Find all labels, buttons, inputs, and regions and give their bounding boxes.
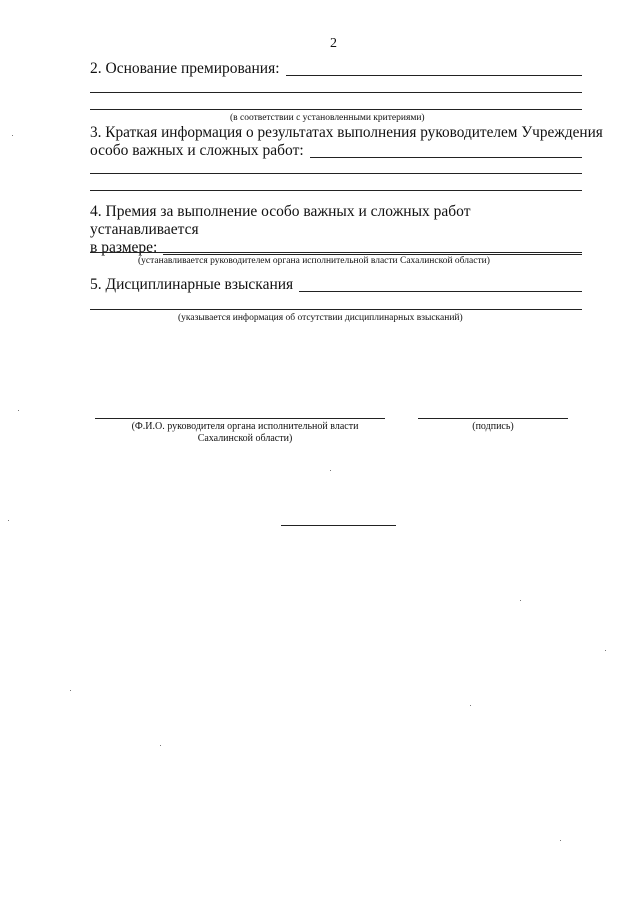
section-2-caption: (в соответствии с установленными критериями) [230, 113, 425, 123]
section-2-label: 2. Основание премирования: [90, 60, 280, 77]
page-number: 2 [330, 36, 337, 51]
section-5-blank-line[interactable] [90, 309, 582, 310]
section-3-text [90, 124, 603, 160]
scan-speck [560, 840, 561, 841]
section-3-fill-line[interactable] [310, 143, 582, 158]
section-2-fill-line[interactable] [286, 61, 582, 76]
name-caption-line-1: (Ф.И.О. руководителя органа исполнительной власти [131, 421, 359, 432]
section-3-blank-line-2[interactable] [90, 190, 582, 191]
section-4-caption: (устанавливается руководителем органа исполнительной власти Сахалинской области) [138, 256, 490, 266]
scan-speck [18, 410, 19, 411]
section-2-blank-line-2[interactable] [90, 109, 582, 110]
scan-speck [470, 705, 471, 706]
section-4-line-1: 4. Премия за выполнение особо важных и сложных работ устанавливается [90, 203, 471, 238]
scan-speck [330, 470, 331, 471]
section-4-text [90, 203, 582, 257]
section-4-label: в размере: [90, 239, 158, 256]
section-2-blank-line-1[interactable] [90, 92, 582, 93]
section-3-label: особо важных и сложных работ: [90, 142, 304, 159]
signature-caption: (подпись) [472, 421, 514, 432]
closing-separator-line [281, 525, 396, 526]
scan-speck [160, 745, 161, 746]
name-caption [100, 421, 390, 445]
section-5-label: 5. Дисциплинарные взыскания [90, 276, 294, 293]
scan-speck [605, 650, 606, 651]
scan-speck [70, 690, 71, 691]
section-5-caption: (указывается информация об отсутствии дисциплинарных взысканий) [178, 313, 463, 323]
scan-speck [12, 135, 13, 136]
name-signature-line[interactable] [95, 418, 385, 419]
section-3-blank-line-1[interactable] [90, 173, 582, 174]
signature-line[interactable] [418, 418, 568, 419]
scan-speck [520, 600, 521, 601]
section-4-blank-line[interactable] [90, 252, 582, 253]
scan-speck [8, 520, 9, 521]
section-3-line-2 [90, 142, 582, 160]
section-5-row [90, 276, 582, 294]
section-3-line-1: 3. Краткая информация о результатах выполнения руководителем Учреждения [90, 124, 603, 141]
section-5-fill-line[interactable] [299, 277, 582, 292]
name-caption-line-2: Сахалинской области) [197, 433, 293, 444]
section-2-row [90, 60, 582, 78]
